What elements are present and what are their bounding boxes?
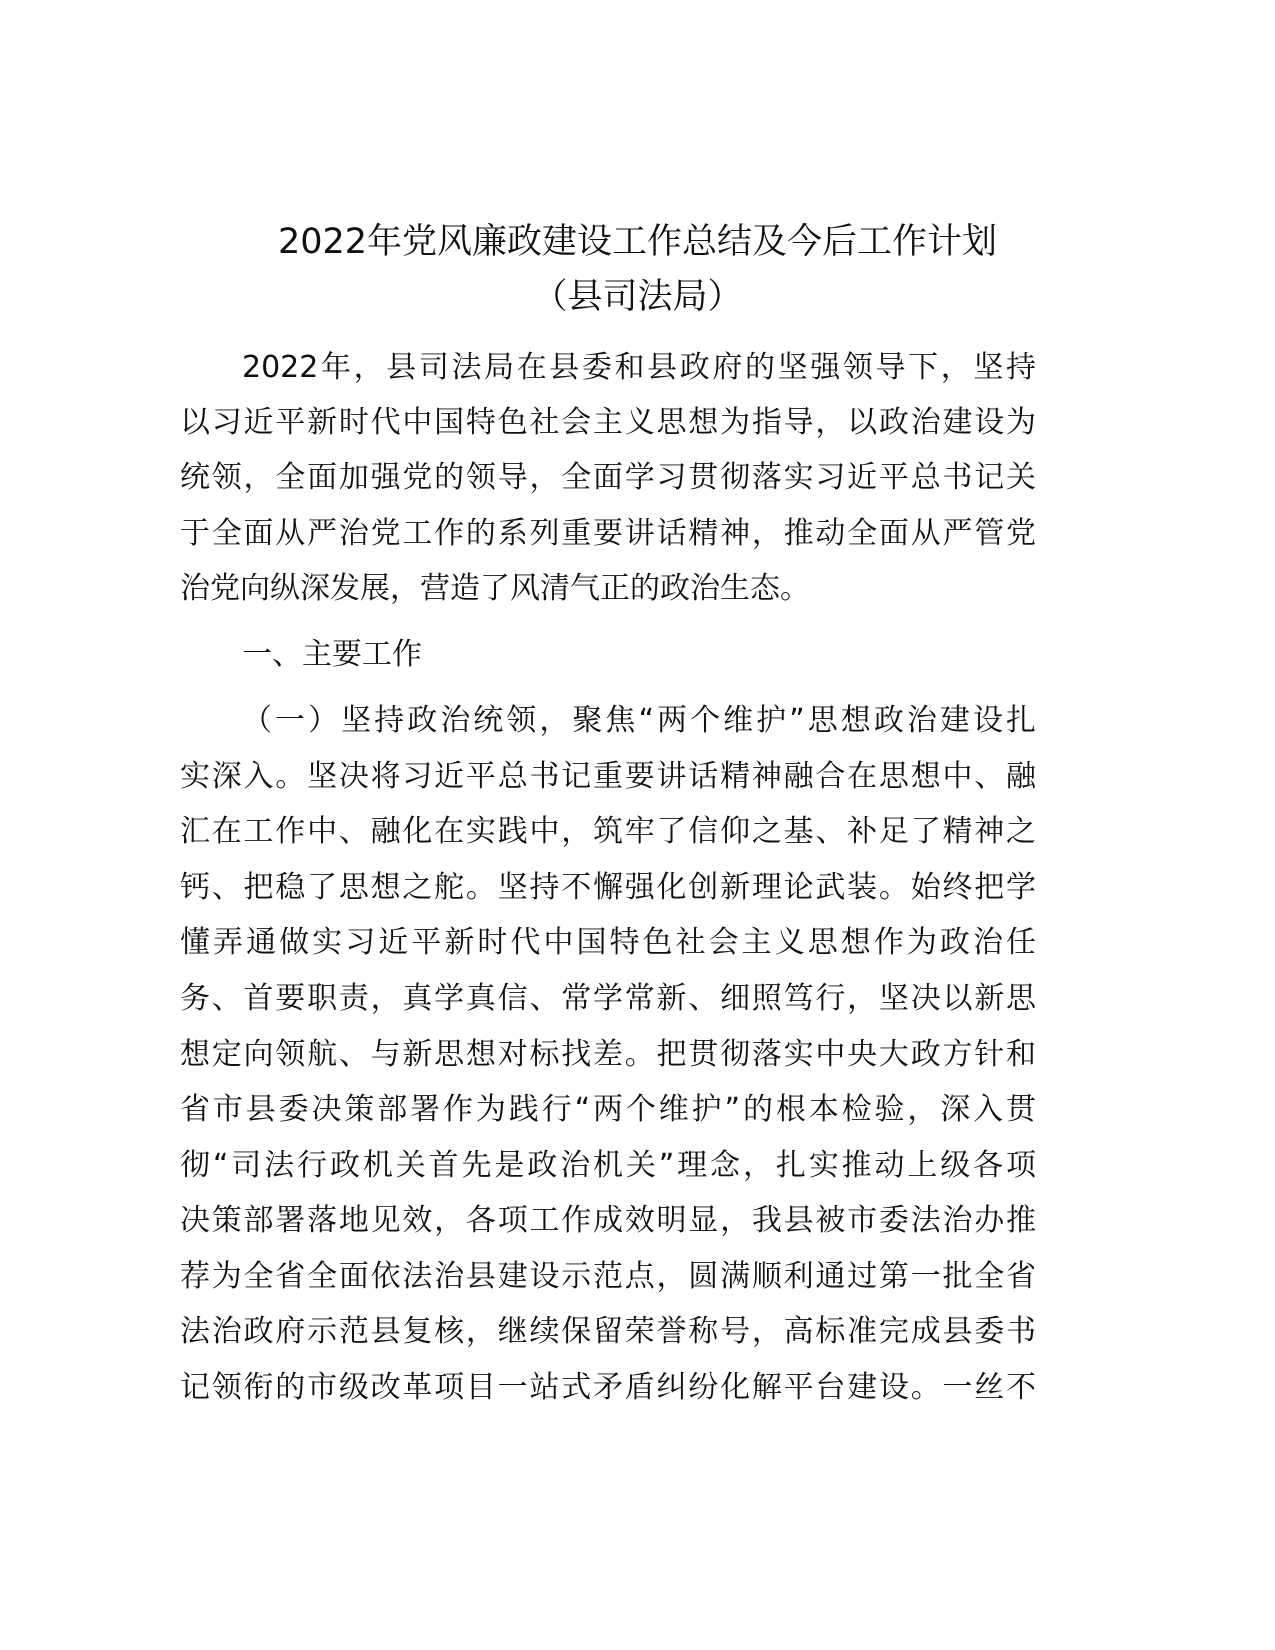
document-subtitle: （县司法局） xyxy=(532,277,743,317)
body-line: 实深入。坚决将习近平总书记重要讲话精神融合在思想中、融 xyxy=(180,759,1036,794)
intro-line: 于全面从严治党工作的系列重要讲话精神，推动全面从严管党 xyxy=(180,516,1036,551)
section-heading: 一、主要工作 xyxy=(242,637,422,672)
document-title: 2022年党风廉政建设工作总结及今后工作计划 xyxy=(277,222,998,262)
body-line: 想定向领航、与新思想对标找差。把贯彻落实中央大政方针和 xyxy=(180,1037,1036,1072)
body-line: 务、首要职责，真学真信、常学常新、细照笃行，坚决以新思 xyxy=(180,981,1036,1016)
body-line: 决策部署落地见效，各项工作成效明显，我县被市委法治办推 xyxy=(180,1203,1036,1238)
body-line: 荐为全省全面依法治县建设示范点，圆满顺利通过第一批全省 xyxy=(180,1259,1036,1294)
body-line: 彻“司法行政机关首先是政治机关”理念，扎实推动上级各项 xyxy=(180,1148,1036,1183)
body-line: 法治政府示范县复核，继续保留荣誉称号，高标准完成县委书 xyxy=(180,1314,1036,1349)
body-line: （一）坚持政治统领，聚焦“两个维护”思想政治建设扎 xyxy=(242,703,1036,738)
body-line: 懂弄通做实习近平新时代中国特色社会主义思想作为政治任 xyxy=(180,925,1036,960)
body-line: 汇在工作中、融化在实践中，筑牢了信仰之基、补足了精神之 xyxy=(180,814,1036,849)
intro-line: 以习近平新时代中国特色社会主义思想为指导，以政治建设为 xyxy=(180,405,1036,440)
body-line: 省市县委决策部署作为践行“两个维护”的根本检验，深入贯 xyxy=(180,1092,1036,1127)
intro-line: 统领，全面加强党的领导，全面学习贯彻落实习近平总书记关 xyxy=(180,460,1036,495)
body-line: 钙、把稳了思想之舵。坚持不懈强化创新理论武装。始终把学 xyxy=(180,870,1036,905)
intro-line: 治党向纵深发展，营造了风清气正的政治生态。 xyxy=(180,571,810,606)
body-line: 记领衔的市级改革项目一站式矛盾纠纷化解平台建设。一丝不 xyxy=(180,1370,1036,1405)
intro-line: 2022年，县司法局在县委和县政府的坚强领导下，坚持 xyxy=(242,350,1036,385)
